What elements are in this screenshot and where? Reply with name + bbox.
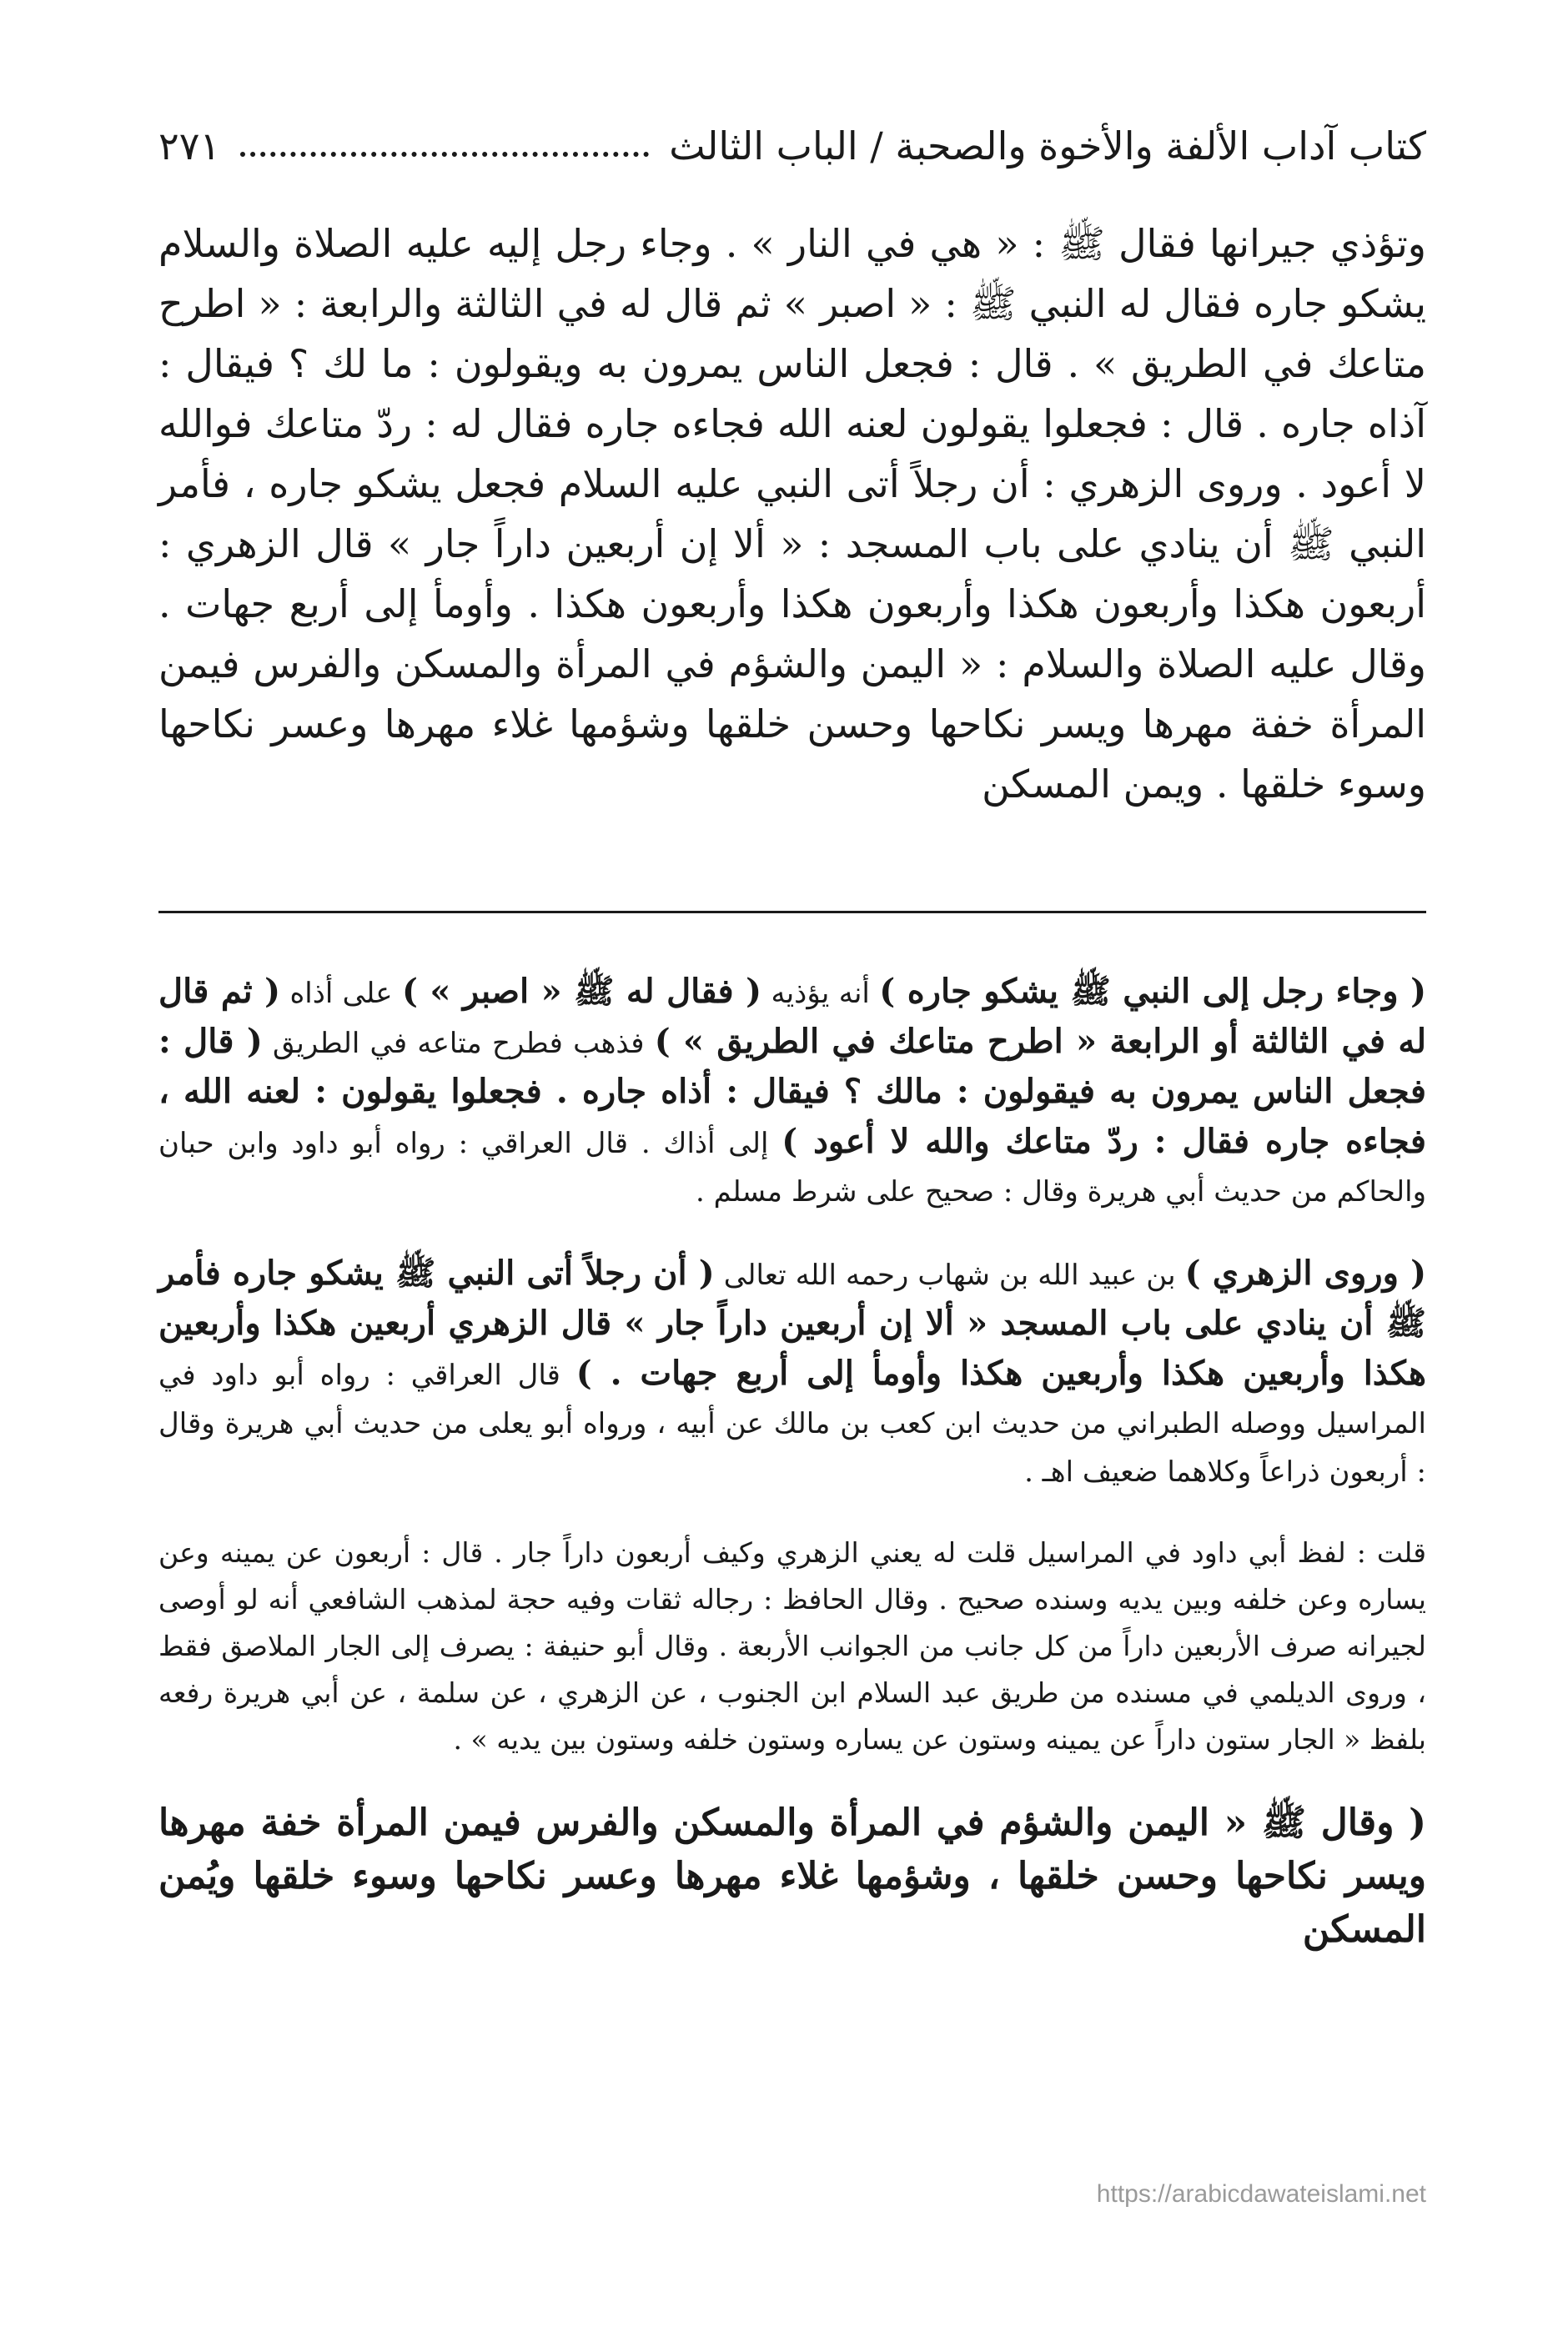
running-header [158, 113, 1426, 179]
note1-plain-3: فذهب فطرح متاعه في الطريق [262, 1027, 655, 1060]
watermark-url: https://arabicdawateislami.net [1096, 2180, 1426, 2208]
header-leader-dots [240, 135, 649, 157]
commentary-block [158, 967, 1426, 1990]
commentary-note-1 [158, 967, 1426, 1216]
page-number: ٢٧١ [158, 123, 221, 168]
footnote-divider [158, 911, 1426, 913]
commentary-note-2 [158, 1249, 1426, 1496]
note1-bold-1: ( وجاء رجل إلى النبي ﷺ يشكو جاره ) [879, 972, 1427, 1011]
header-title: كتاب آداب الألفة والأخوة والصحبة / الباب الثالث [669, 123, 1426, 168]
note2-bold-1: ( وروى الزهري ) [1184, 1254, 1427, 1293]
note1-plain-4: إلى أذاك . قال العراقي : رواه أبو داود وابن حبان والحاكم من حديث أبي هريرة وقال : صحيح على شرط مسلم . [158, 1127, 1426, 1209]
note1-plain-2: على أذاه [280, 977, 402, 1010]
main-paragraph: وتؤذي جيرانها فقال ﷺ : « هي في النار » . وجاء رجل إليه عليه الصلاة والسلام يشكو جاره فقال له النبي ﷺ : « اصبر » ثم قال له في الثالثة والرابعة : « اطرح متاعك في الطريق » . قال : فجعل الناس يمرون به ويقولون : ما لك ؟ فيقال : آذاه جاره . قال : فجعلوا يقولون لعنه الله فجاءه جاره فقال له : ردّ متاعك فوالله لا أعود . وروى الزهري : أن رجلاً أتى النبي عليه السلام فجعل يشكو جاره ، فأمر النبي ﷺ أن ينادي على باب المسجد : « ألا إن أربعين داراً جار » قال الزهري : أربعون هكذا وأربعون هكذا وأربعون هكذا وأربعون هكذا . وأومأ إلى أربع جهات . وقال عليه الصلاة والسلام : « اليمن والشؤم في المرأة والمسكن والفرس فيمن المرأة خفة مهرها ويسر نكاحها وحسن خلقها وشؤمها غلاء مهرها وعسر نكاحها وسوء خلقها . ويمن المسكن [158, 221, 1426, 807]
note1-bold-2: ( فقال له ﷺ « اصبر » ) [401, 972, 762, 1011]
main-text-block [158, 214, 1426, 814]
commentary-note-3: قلت : لفظ أبي داود في المراسيل قلت له يعني الزهري وكيف أربعون داراً جار . قال : أربعون عن يمينه وعن يساره وعن خلفه وبين يديه وسنده صحيح . وقال الحافظ : رجاله ثقات وفيه حجة لمذهب الشافعي أنه لو أوصى لجيرانه صرف الأربعين داراً من كل جانب من الجوانب الأربعة . وقال أبو حنيفة : يصرف إلى الجار الملاصق فقط ، وروى الديلمي في مسنده من طريق عبد السلام ابن الجنوب ، عن الزهري ، عن سلمة ، عن أبي هريرة رفعه بلفظ « الجار ستون داراً عن يمينه وستون عن يساره وستون خلفه وستون بين يديه » . [158, 1536, 1426, 1756]
note2-bold-2: ( أن رجلاً أتى النبي ﷺ يشكو جاره فأمر ﷺ أن ينادي على باب المسجد « ألا إن أربعين داراً جار » قال الزهري أربعين هكذا وأربعين هكذا وأربعين هكذا وأربعين هكذا وأومأ إلى أربع جهات . ) [158, 1254, 1426, 1393]
note1-plain-1: أنه يؤذيه [761, 977, 880, 1010]
note1-bold-4: ( قال : فجعل الناس يمرون به فيقولون : مالك ؟ فيقال : أذاه جاره . فجعلوا يقولون : لعنه الله ، فجاءه جاره فقال : ردّ متاعك والله لا أعود ) [158, 1022, 1426, 1161]
commentary-note-4: ( وقال ﷺ « اليمن والشؤم في المرأة والمسكن والفرس فيمن المرأة خفة مهرها ويسر نكاحها وحسن خلقها ، وشؤمها غلاء مهرها وعسر نكاحها وسوء خلقها ويُمن المسكن [158, 1802, 1426, 1951]
note1-bold-3: ( ثم قال له في الثالثة أو الرابعة « اطرح متاعك في الطريق » ) [158, 972, 1427, 1061]
note2-plain-2: قال العراقي : رواه أبو داود في المراسيل ووصله الطبراني من حديث ابن كعب بن مالك عن أبيه ، ورواه أبو يعلى من حديث أبي هريرة وقال : أربعون ذراعاً وكلاهما ضعيف اهـ . [158, 1359, 1426, 1489]
note2-plain-1: بن عبيد الله بن شهاب رحمه الله تعالى [714, 1259, 1185, 1292]
